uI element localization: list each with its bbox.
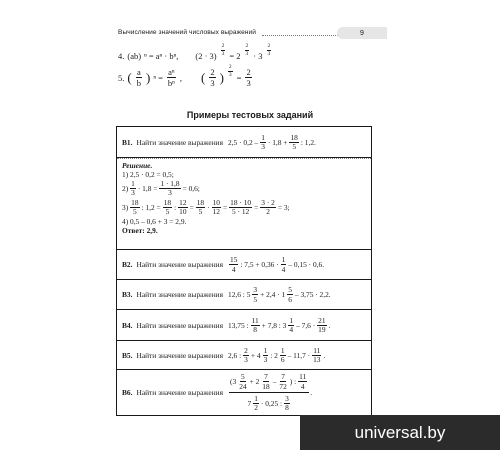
task-b5: B5. Найти значение выражения 2,6 : $\frac{2}{3}$ + 4 $\frac{1}{3}$ : 2 $\frac{1}{6}$ – 11,7 · $\frac{11}{13}$ . (117, 341, 371, 370)
task-b2: B2. Найти значение выражения $\frac{15}{4}$ : 7,5 + 0,36 · $\frac{1}{4}$ – 0,15 · 0,6. (117, 250, 371, 280)
task-table (116, 126, 372, 416)
watermark-logo: universal.by (300, 415, 500, 450)
task-b3: B3. Найти значение выражения 12,6 : 5 $\frac{3}{5}$ + 2,4 · 1 $\frac{5}{6}$ – 3,75 · 2,2. (117, 280, 371, 310)
task-b6: B6. Найти значение выражения (3 $\frac{5}{24}$ + 2 $\frac{7}{18}$ – $\frac{7}{72}$ ) : $\frac{11}{4}$ 7 $\frac{1}{2}$ · 0,25 : $\frac{3}{8}$ . (117, 370, 371, 416)
solution-block: Решение. 1) 2,5 · 0,2 = 0,5; 2) $\frac{1}{3}$ · 1,8 = $\frac{1 \cdot 1,8}{3}$ = 0,6; 3) $\frac{18}{5}$ : 1,2 = $\frac{18}{5}$ : $\frac{12}{10}$ = $\frac{18}{5}$ · $\frac{10}{12}$ = $\frac{18 \cdot 10}{5 \cdot 12}$ = $\frac{3 \cdot 2}{2}$ = 3; 4) 0,5 – 0,6 + 3 = 2,9. Ответ: 2,9. (117, 158, 371, 250)
task-b1: B1. Найти значение выражения 2,5 · 0,2 – $\frac{1}{3}$ · 1,8 + $\frac{18}{5}$ : 1,2. (117, 127, 371, 158)
page-number: 9 (337, 27, 387, 39)
formula-4: 4. (ab) ⁿ = aⁿ · bⁿ, (2 · 3) $\frac{2}{3}$ = 2 $\frac{2}{3}$ · 3 $\frac{2}{3}$ (118, 43, 271, 61)
section-title: Примеры тестовых заданий (186, 110, 314, 120)
formula-5: 5. ( $\frac{a}{b}$ ) ⁿ = $\frac{\text{aⁿ}}{\text{bⁿ}}$ , ( $\frac{2}{3}$ ) $\frac{2}{3}$ = $\frac{2}{3}$ (118, 64, 251, 88)
task-b4: B4. Найти значение выражения 13,75 : $\frac{11}{8}$ + 7,8 : 3 $\frac{1}{4}$ – 7,6 · $\frac{21}{19}$ . (117, 310, 371, 341)
header-title: Вычисление значений числовых выражений (118, 29, 256, 36)
